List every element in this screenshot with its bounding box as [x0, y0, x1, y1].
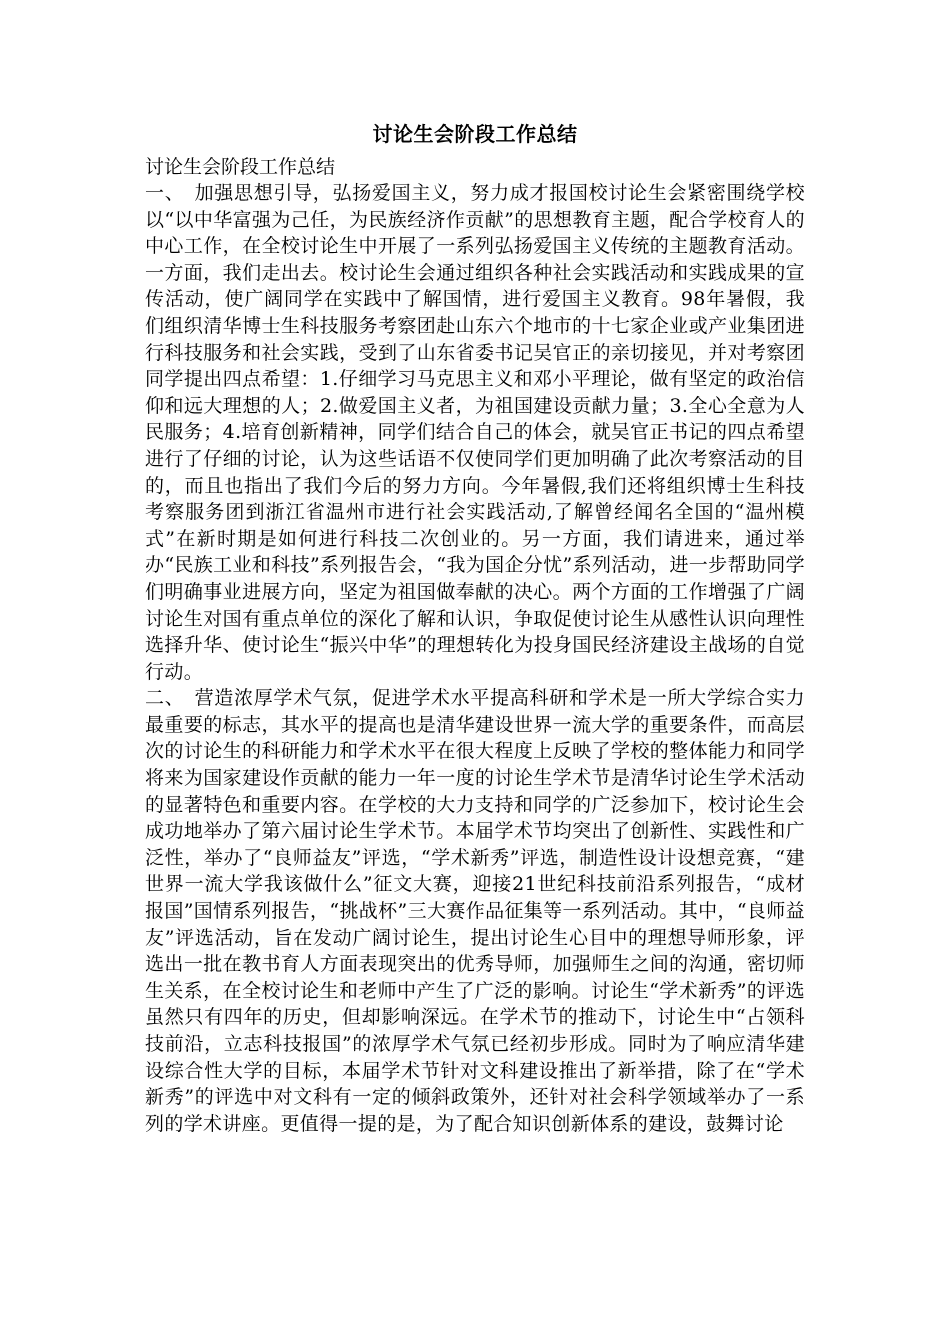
document-subtitle: 讨论生会阶段工作总结	[145, 156, 336, 178]
paragraph-2: 二、 营造浓厚学术气氛，促进学术水平提高科研和学术是一所大学综合实力最重要的标志，其水平的提高也是清华建设世界一流大学的重要条件，而高层次的讨论生的科研能力和学术水平在很大程度上反映了学校的整体能力和同学将来为国家建设作贡献的能力一年一度的讨论生学术节是清华讨论生学术活动的显著特色和重要内容。在学校的大力支持和同学的广泛参加下，校讨论生会成功地举办了第六届讨论生学术节。本届学术节均突出了创新性、实践性和广泛性，举办了“良师益友”评选，“学术新秀”评选，制造性设计设想竞赛，“建世界一流大学我该做什么”征文大赛，迎接21世纪科技前沿系列报告，“成材报国”国情系列报告，“挑战杯”三大赛作品征集等一系列活动。其中，“良师益友”评选活动，旨在发动广阔讨论生，提出讨论生心目中的理想导师形象，评选出一批在教书育人方面表现突出的优秀导师，加强师生之间的沟通，密切师生关系，在全校讨论生和老师中产生了广泛的影响。讨论生“学术新秀”的评选虽然只有四年的历史，但却影响深远。在学术节的推动下，讨论生中“占领科技前沿，立志科技报国”的浓厚学术气氛已经初步形成。同时为了响应清华建设综合性大学的目标，本届学术节针对文科建设推出了新举措，除了在“学术新秀”的评选中对文科有一定的倾斜政策外，还针对社会科学领域举办了一系列的学术讲座。更值得一提的是，为了配合知识创新体系的建设，鼓舞讨论	[145, 687, 805, 1135]
paragraph-1: 一、 加强思想引导，弘扬爱国主义，努力成才报国校讨论生会紧密围绕学校以“以中华富强为己任，为民族经济作贡献”的思想教育主题，配合学校育人的中心工作，在全校讨论生中开展了一系列弘扬爱国主义传统的主题教育活动。一方面，我们走出去。校讨论生会通过组织各种社会实践活动和实践成果的宣传活动，使广阔同学在实践中了解国情，进行爱国主义教育。98年暑假，我们组织清华博士生科技服务考察团赴山东六个地市的十七家企业或产业集团进行科技服务和社会实践，受到了山东省委书记吴官正的亲切接见，并对考察团同学提出四点希望：1.仔细学习马克思主义和邓小平理论，做有坚定的政治信仰和远大理想的人；2.做爱国主义者，为祖国建设贡献力量；3.全心全意为人民服务；4.培育创新精神，同学们结合自己的体会，就吴官正书记的四点希望进行了仔细的讨论，认为这些话语不仅使同学们更加明确了此次考察活动的目的，而且也指出了我们今后的努力方向。今年暑假,我们还将组织博士生科技考察服务团到浙江省温州市进行社会实践活动,了解曾经闻名全国的“温州模式”在新时期是如何进行科技二次创业的。另一方面，我们请进来，通过举办“民族工业和科技”系列报告会，“我为国企分忧”系列活动，进一步帮助同学们明确事业进展方向，坚定为祖国做奉献的决心。两个方面的工作增强了广阔讨论生对国有重点单位的深化了解和认识，争取促使讨论生从感性认识向理性选择升华、使讨论生“振兴中华”的理想转化为投身国民经济建设主战场的自觉行动。	[145, 182, 805, 683]
document-title: 讨论生会阶段工作总结	[372, 122, 578, 146]
document-page	[145, 118, 805, 1137]
